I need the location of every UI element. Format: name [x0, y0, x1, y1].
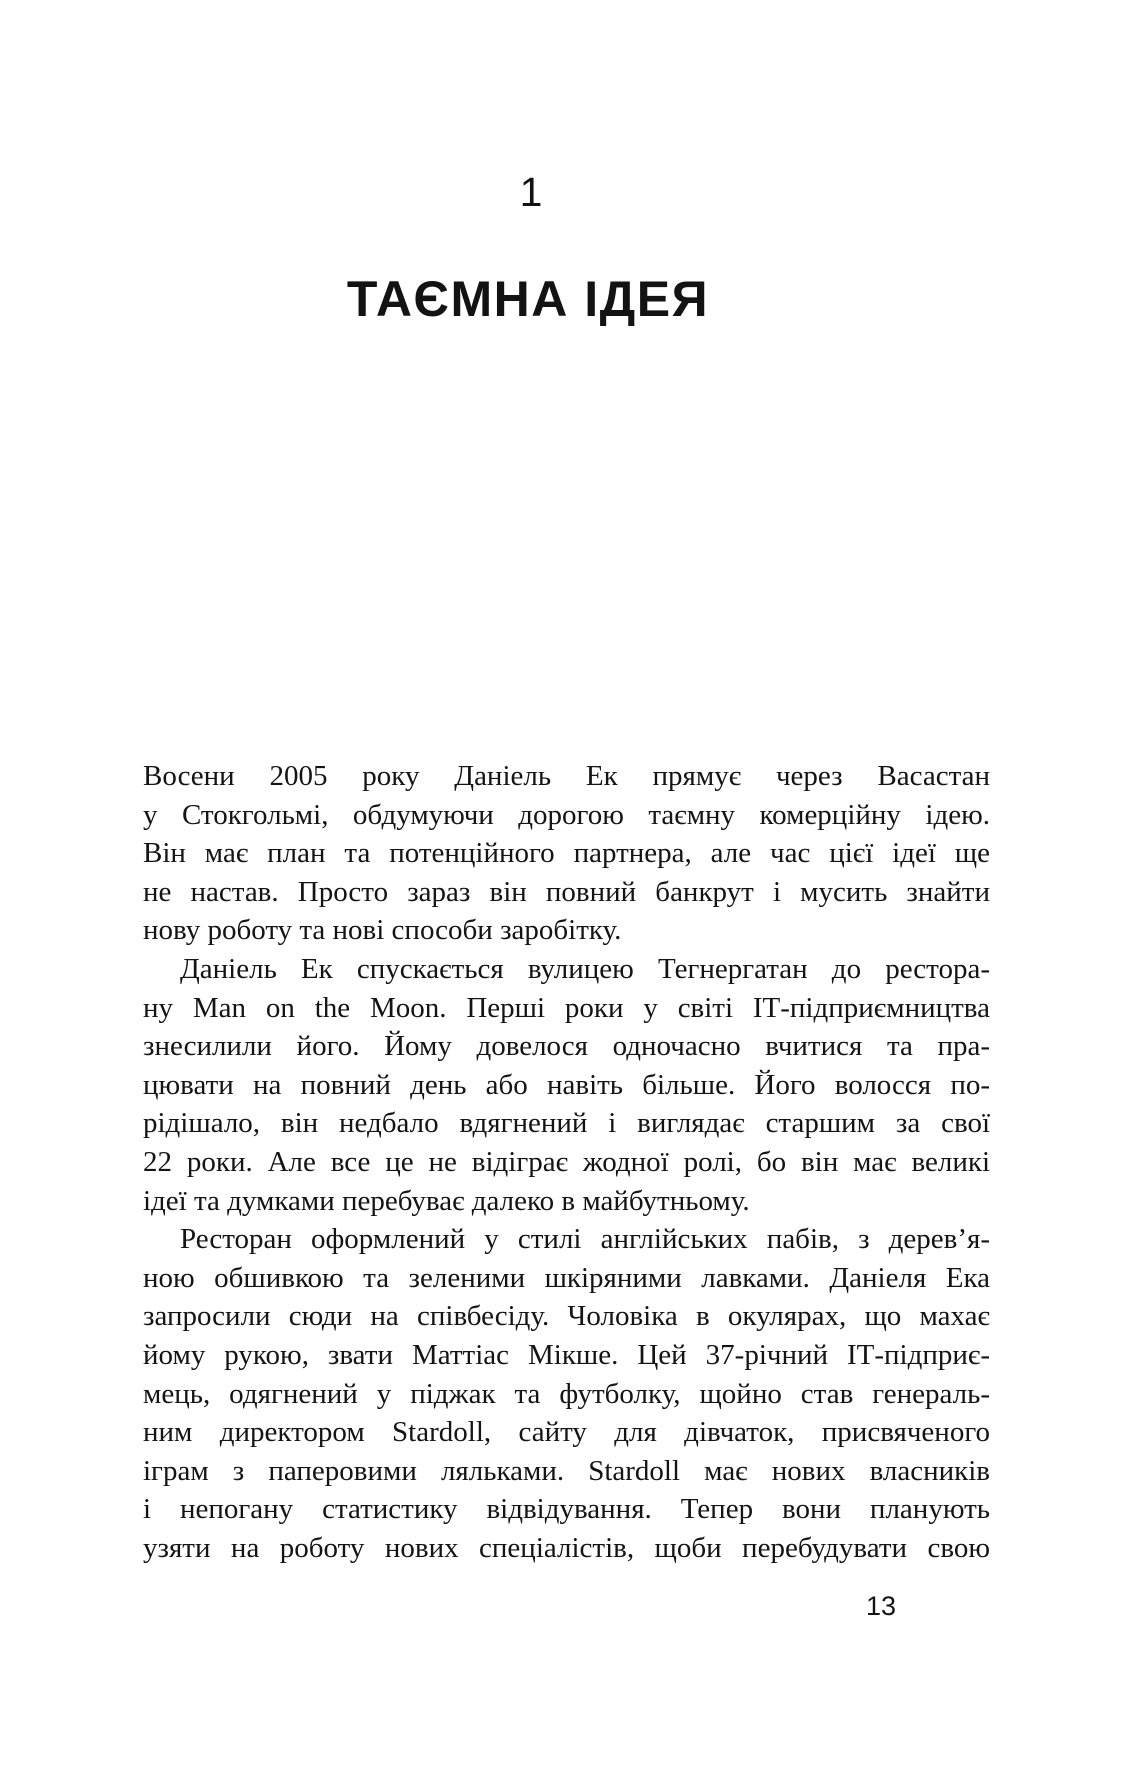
text-line: ною обшивкою та зеленими шкіряними лавками. Даніеля Ека: [143, 1261, 990, 1294]
chapter-number: 1: [519, 169, 543, 215]
text-line: Він має план та потенційного партнера, але час цієї ідеї ще: [143, 837, 990, 870]
chapter-title: ТАЄМНА ІДЕЯ: [346, 271, 710, 327]
text-line: Восени 2005 року Даніель Ек прямує через Васастан: [143, 760, 990, 792]
text-line: йому рукою, звати Маттіас Мікше. Цей 37-річний ІТ-підприє-: [143, 1338, 990, 1371]
text-line: ним директором Stardoll, сайту для дівчаток, присвяченого: [143, 1416, 990, 1449]
text-line: у Стокгольмі, обдумуючи дорогою таємну комерційну ідею.: [143, 798, 990, 831]
text-line: узяти на роботу нових спеціалістів, щоби перебудувати свою: [143, 1531, 990, 1564]
page-number: 13: [866, 1591, 897, 1621]
text-line: і непогану статистику відвідування. Тепер вони планують: [143, 1493, 990, 1526]
text-line: не настав. Просто зараз він повний банкрут і мусить знайти: [143, 875, 990, 908]
text-line: мець, одягнений у піджак та футболку, щойно став генераль-: [143, 1377, 990, 1410]
text-line: знесилили його. Йому довелося одночасно вчитися та пра-: [143, 1030, 990, 1063]
text-line: цювати на повний день або навіть більше. Його волосся по-: [143, 1068, 990, 1101]
text-line: 22 роки. Але все це не відіграє жодної ролі, бо він має великі: [143, 1145, 990, 1178]
text-line: ну Man on the Moon. Перші роки у світі ІТ-підприємництва: [143, 991, 990, 1024]
text-line: Даніель Ек спускається вулицею Тегнергатан до рестора-: [180, 952, 990, 985]
text-line: нову роботу та нові способи заробітку.: [143, 914, 622, 947]
text-line: запросили сюди на співбесіду. Чоловіка в окулярах, що махає: [143, 1300, 990, 1333]
text-line: іграм з паперовими ляльками. Stardoll має нових власників: [143, 1454, 990, 1487]
text-line: ідеї та думками перебуває далеко в майбутньому.: [143, 1184, 750, 1217]
body-text: [143, 757, 990, 1567]
text-line: Ресторан оформлений у стилі англійських пабів, з дерев’я-: [180, 1223, 990, 1256]
text-line: рідішало, він недбало вдягнений і виглядає старшим за свої: [143, 1107, 990, 1140]
